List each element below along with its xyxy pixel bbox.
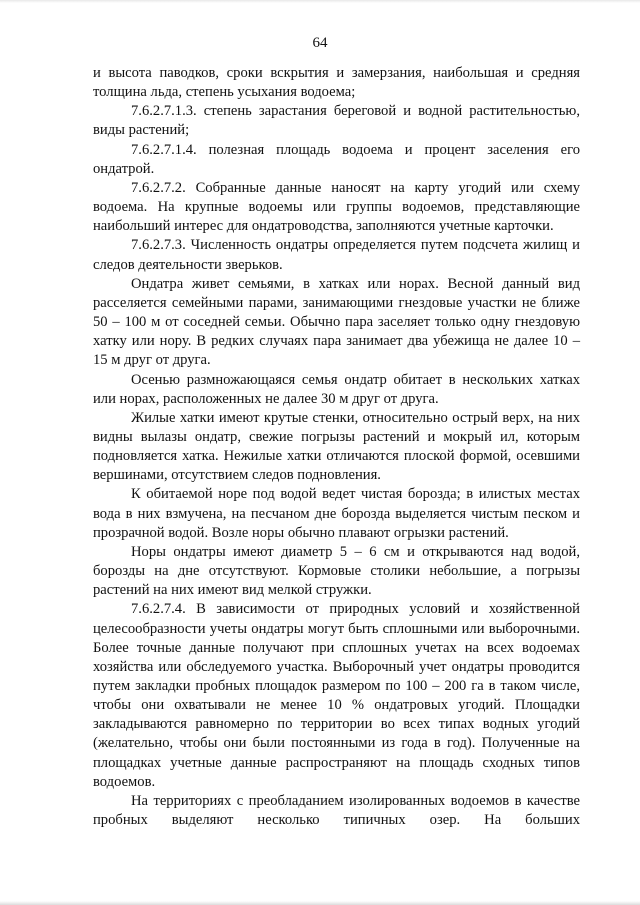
paragraph: 7.6.2.7.3. Численность ондатры определяется путем подсчета жилищ и следов деятельности зверьков. [93,237,580,273]
paragraph: 7.6.2.7.4. В зависимости от природных условий и хозяйственной целесообразности учеты ондатры могут быть сплошными или выборочными. Более точные данные получают при сплошных учетах на всех водоемах хозяйства или обследуемого участка. Выборочный учет ондатры проводится путем закладки пробных площадок размером по 100 – 200 га в таком числе, чтобы они охватывали не менее 10 % ондатровых угодий. Площадки закладываются равномерно по территории во всех типах водных угодий (желательно, чтобы они были постоянными из года в год). Полученные на площадках учетные данные распространяют на площадь сходных типов водоемов. [93,601,580,790]
paragraph: 7.6.2.7.1.3. степень зарастания береговой и водной растительностью, виды растений; [93,103,580,139]
scan-edge-top [0,0,640,3]
paragraph: На территориях с преобладанием изолированных водоемов в качестве пробных выделяют несколько типичных озер. На больших [93,792,580,829]
scan-edge-bottom [0,901,640,905]
paragraph: 7.6.2.7.1.4. полезная площадь водоема и процент заселения его ондатрой. [93,141,580,177]
paragraph: К обитаемой норе под водой ведет чистая борозда; в илистых местах вода в них взмучена, на песчаном дне борозда выделяется чистым песком и прозрачной водой. Возле норы обычно плавают огрызки растений. [93,486,580,541]
page-number: 64 [312,35,328,51]
body-text [93,64,580,830]
paragraph: Ондатра живет семьями, в хатках или норах. Весной данный вид расселяется семейными парами, занимающими гнездовые участки не ближе 50 – 100 м от соседней семьи. Обычно пара заселяет только одну гнездовую хатку или нору. В редких случаях пара занимает два убежища не далее 10 – 15 м друг от друга. [93,275,580,369]
paragraph: Норы ондатры имеют диаметр 5 – 6 см и открываются над водой, борозды на дне отсутствуют. Кормовые столики небольшие, а погрызы растений на них имеют вид мелкой стружки. [93,543,580,599]
paragraph: Осенью размножающаяся семья ондатр обитает в нескольких хатках или норах, расположенных не далее 30 м друг от друга. [93,371,580,407]
paragraph: и высота паводков, сроки вскрытия и замерзания, наибольшая и средняя толщина льда, степень усыхания водоема; [93,65,580,101]
paragraph: Жилые хатки имеют крутые стенки, относительно острый верх, на них видны вылазы ондатр, свежие погрызы растений и мокрый ил, которым подновляется хатка. Нежилые хатки отличаются плоской формой, осевшими вершинами, отсутствием следов подновления. [93,409,580,484]
paragraph: 7.6.2.7.2. Собранные данные наносят на карту угодий или схему водоема. На крупные водоемы или группы водоемов, представляющие наибольший интерес для ондатроводства, заполняются учетные карточки. [93,179,580,235]
